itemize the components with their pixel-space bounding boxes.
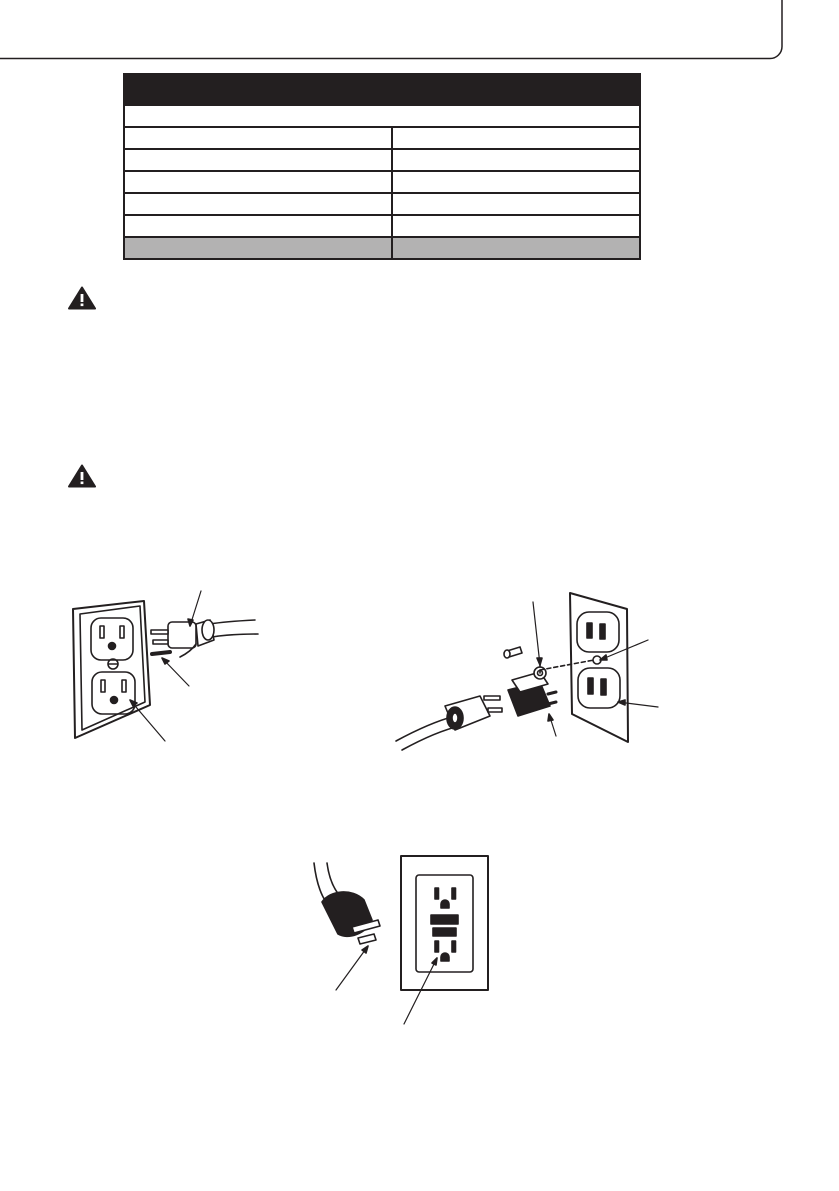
table-cell <box>124 171 392 193</box>
table-subheader-row <box>124 105 640 127</box>
table-subheader-cell <box>124 105 640 127</box>
gfci-outlet-illustration <box>401 856 488 990</box>
table-cell <box>124 127 392 149</box>
table-row <box>124 149 640 171</box>
table-cell <box>124 215 392 237</box>
table-cell <box>392 171 640 193</box>
two-prong-outlet-illustration <box>570 593 628 742</box>
grounded-outlet-illustration <box>73 601 150 738</box>
table-row <box>124 193 640 215</box>
table-cell <box>124 237 392 259</box>
table-header-row <box>124 74 640 105</box>
specification-table <box>123 73 641 260</box>
table-cell <box>392 237 640 259</box>
table-row <box>124 237 640 259</box>
table-row <box>124 171 640 193</box>
table-cell <box>392 127 640 149</box>
table-header-cell <box>124 74 640 105</box>
table-row <box>124 127 640 149</box>
two-prong-plug-illustration <box>314 863 380 944</box>
table-cell <box>392 215 640 237</box>
table-cell <box>124 149 392 171</box>
grounded-plug-illustration <box>151 620 258 657</box>
table-row <box>124 215 640 237</box>
warning-triangle-icon <box>68 464 96 488</box>
warning-triangle-icon <box>68 286 96 310</box>
corner-crop-mark <box>0 0 839 60</box>
table-cell <box>392 193 640 215</box>
grounded-plug-illustration-b <box>396 696 502 750</box>
table-cell <box>392 149 640 171</box>
table-cell <box>124 193 392 215</box>
grounding-illustrations <box>0 580 839 1060</box>
